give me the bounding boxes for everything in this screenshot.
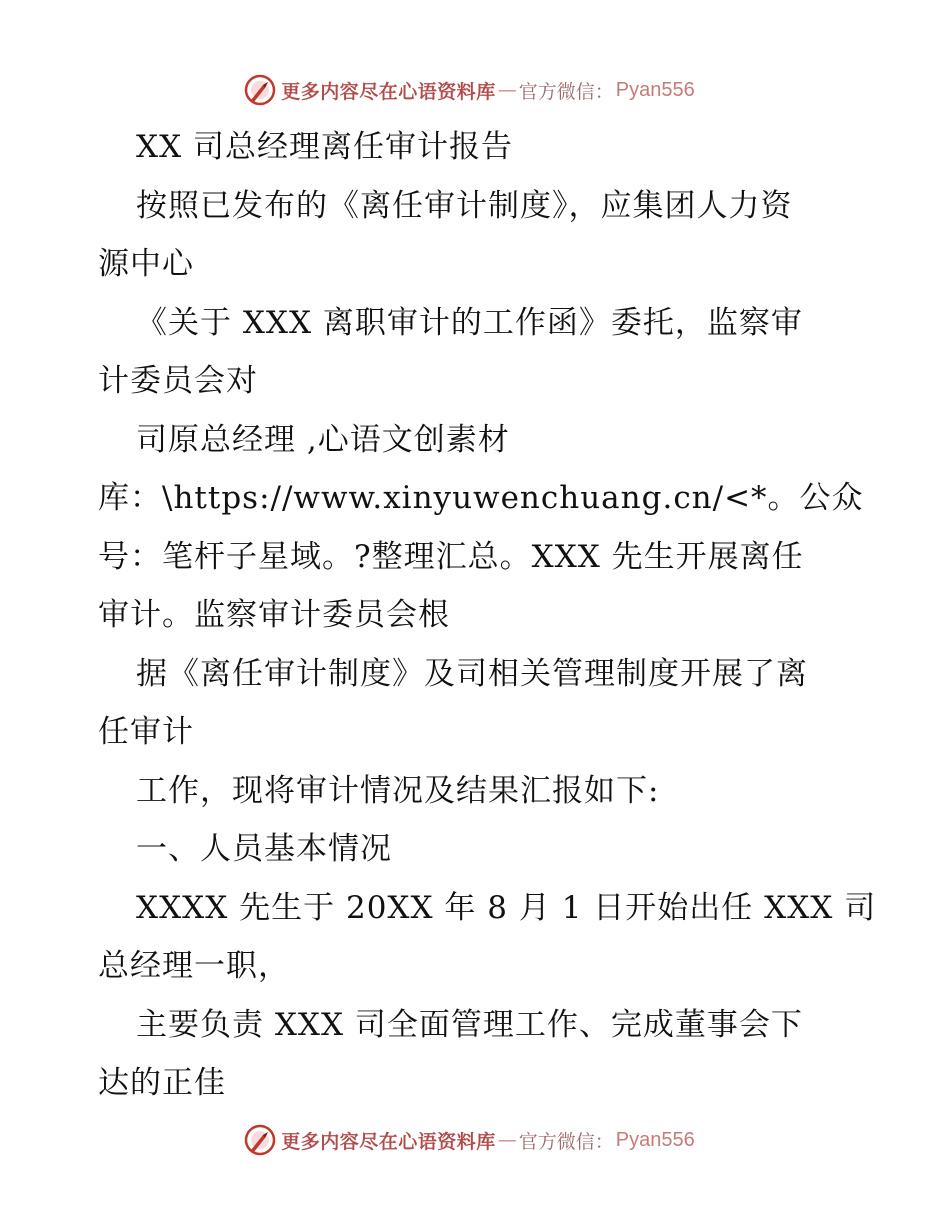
document-title: XX 司总经理离任审计报告 — [136, 129, 513, 165]
footer-banner-content — [243, 1123, 695, 1157]
banner-official-label: 官方微信： — [518, 80, 614, 103]
banner-separator: — — [497, 79, 517, 101]
paragraph-line: 库：\https://www.xinyuwenchuang.cn/<*。公众 — [98, 480, 864, 516]
paragraph-line: 审计。监察审计委员会根 — [98, 597, 450, 633]
paragraph-line: 按照已发布的《离任审计制度》，应集团人力资 — [136, 187, 793, 224]
banner-main-text: 更多内容尽在心语资料库 — [281, 1130, 496, 1153]
banner-separator: — — [497, 1129, 517, 1151]
banner-main-text: 更多内容尽在心语资料库 — [281, 80, 496, 103]
header-banner-content — [243, 73, 695, 107]
paragraph-line: 工作，现将审计情况及结果汇报如下: — [136, 772, 660, 809]
paragraph-line: 号：笔杆子星域。?整理汇总。XXX 先生开展离任 — [98, 538, 804, 575]
banner-official-label: 官方微信： — [518, 1130, 614, 1153]
paragraph-line: 计委员会对 — [98, 363, 258, 399]
paragraph-line: 《关于 XXX 离职审计的工作函》委托，监察审 — [136, 304, 803, 341]
pen-nib-logo-icon — [243, 1123, 277, 1157]
banner-wechat-id: Pyan556 — [615, 78, 695, 101]
header-banner — [0, 70, 950, 110]
footer-banner — [0, 1120, 950, 1160]
paragraph-line: 任审计 — [98, 714, 194, 750]
document-body — [98, 118, 877, 1113]
paragraph-line: 源中心 — [98, 246, 194, 282]
paragraph-line: XXXX 先生于 20XX 年 8 月 1 日开始出任 XXX 司 — [136, 889, 877, 926]
paragraph-line: 主要负责 XXX 司全面管理工作、完成董事会下 — [136, 1006, 803, 1043]
section-heading: 一、人员基本情况 — [136, 831, 392, 867]
paragraph-line: 司原总经理 ,心语文创素材 — [136, 421, 510, 458]
paragraph-line: 总经理一职， — [98, 948, 290, 984]
paragraph-line: 据《离任审计制度》及司相关管理制度开展了离 — [136, 655, 808, 692]
paragraph-line: 达的正佳 — [98, 1065, 226, 1101]
pen-nib-logo-icon — [243, 73, 277, 107]
banner-wechat-id: Pyan556 — [615, 1128, 695, 1151]
